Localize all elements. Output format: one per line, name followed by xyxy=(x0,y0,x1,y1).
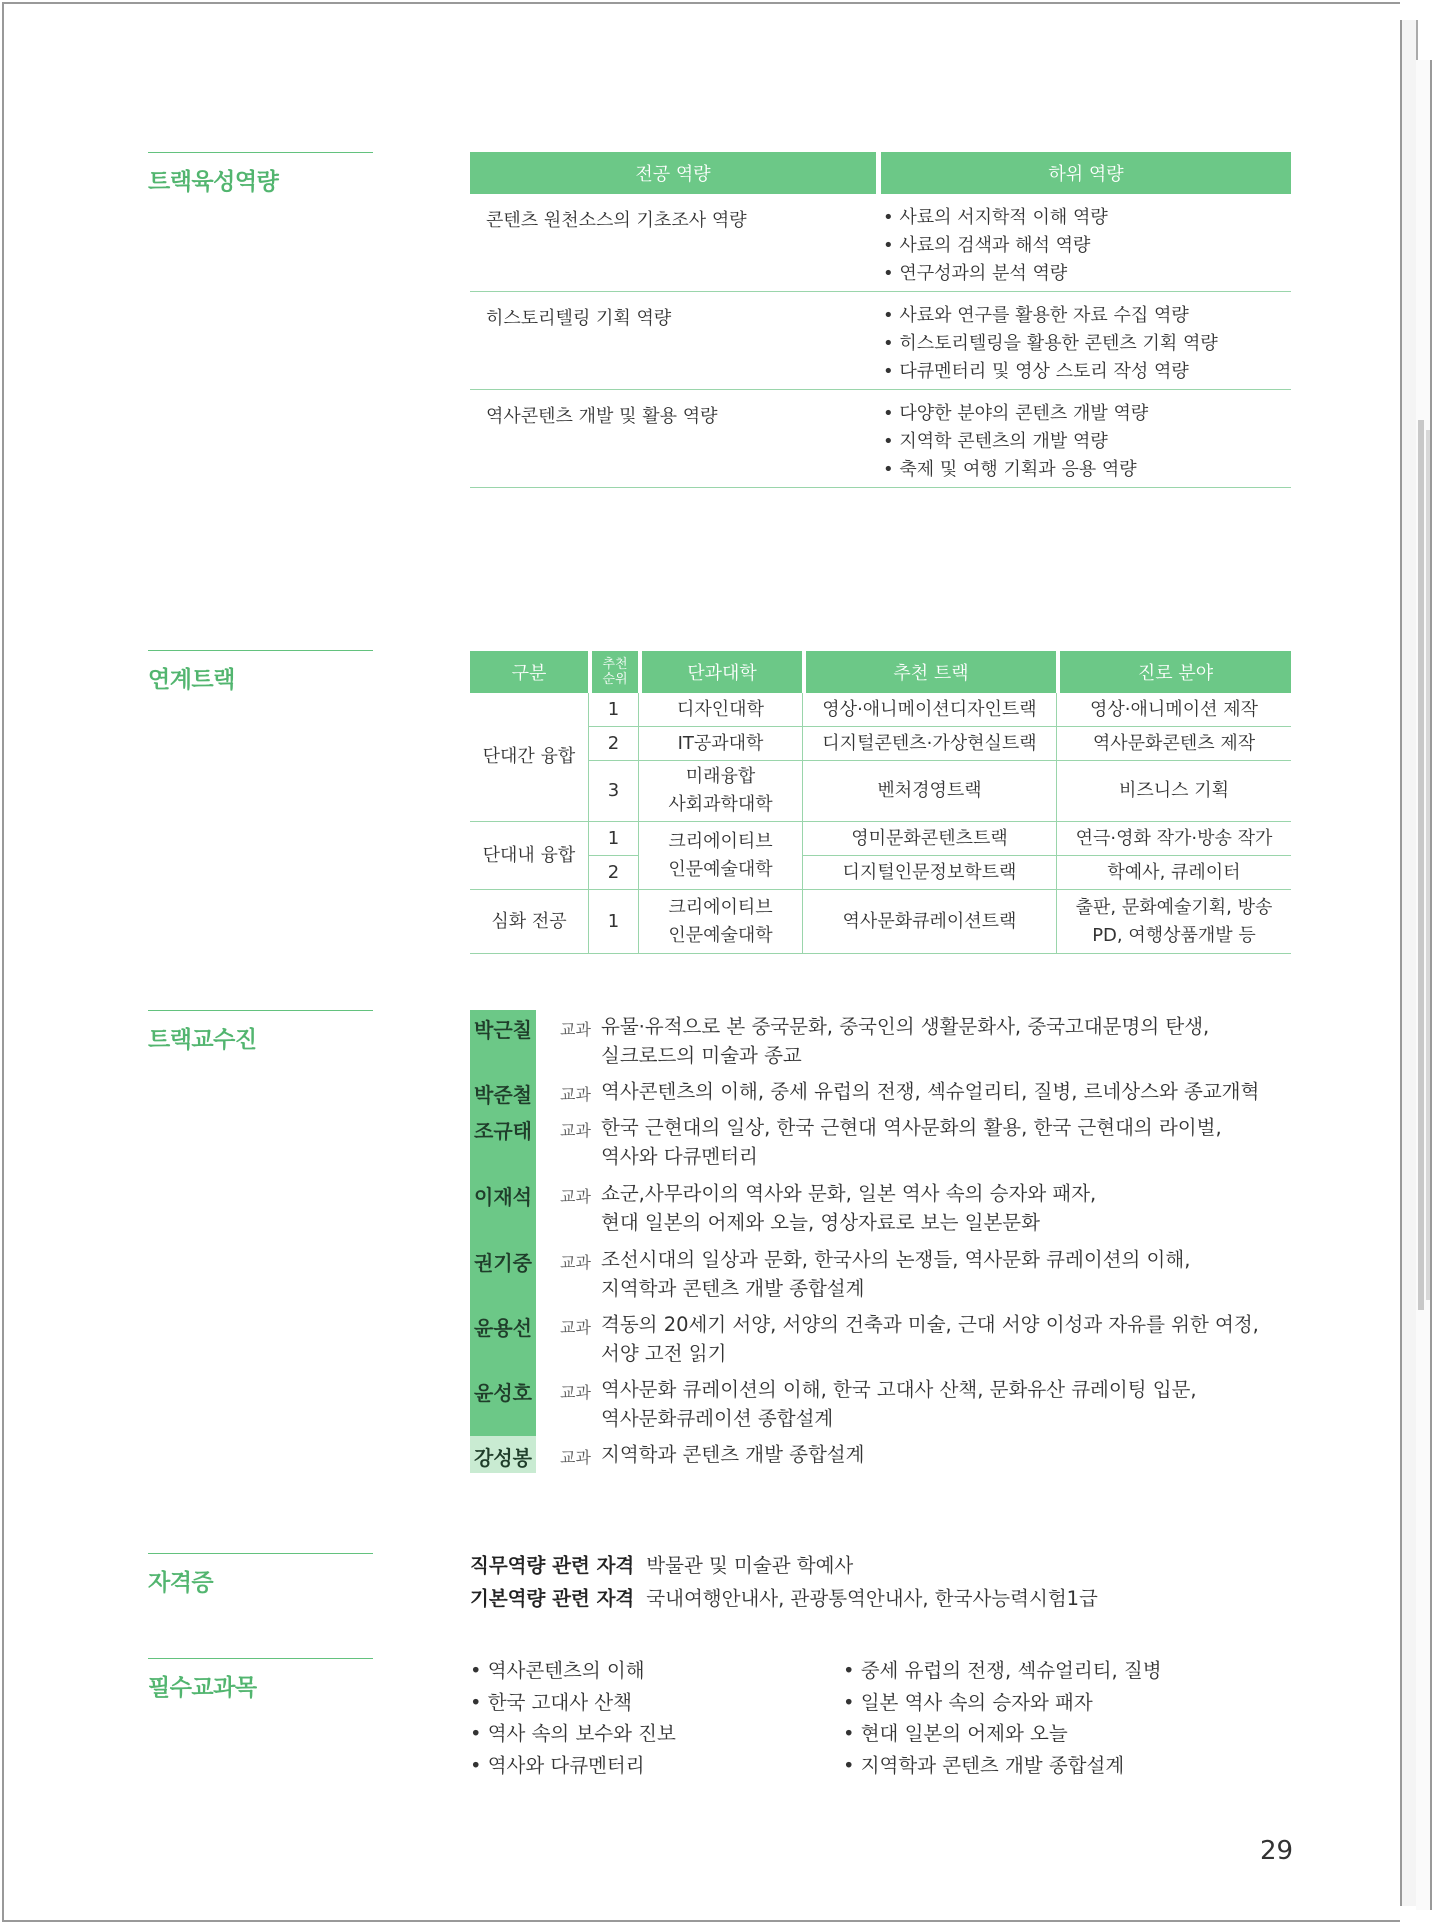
rank-cell: 1 xyxy=(588,822,638,856)
professor-courses xyxy=(601,1310,1259,1368)
track-cell: 벤처경영트랙 xyxy=(802,761,1056,822)
table-row xyxy=(470,390,1291,488)
track-cell: 디지털콘텐츠·가상현실트랙 xyxy=(802,727,1056,761)
track-cell: 영상·애니메이션디자인트랙 xyxy=(802,693,1056,727)
course-line: 지역학과 콘텐츠 개발 종합설계 xyxy=(601,1277,865,1300)
course-line: 실크로드의 미술과 종교 xyxy=(601,1044,802,1067)
sub-competency-list xyxy=(883,204,1108,288)
college-line: 인문예술대학 xyxy=(668,924,773,946)
section-title-faculty: 트랙교수진 xyxy=(148,1010,373,1054)
page-number: 29 xyxy=(1260,1836,1294,1866)
sub-competency-list xyxy=(883,302,1218,386)
professor-name: 권기중 xyxy=(474,1251,532,1275)
career-cell: 역사문화콘텐츠 제작 xyxy=(1056,727,1291,761)
course-tag: 교과 xyxy=(560,1253,591,1272)
table-row xyxy=(470,761,1291,822)
table-row xyxy=(470,822,1291,856)
course-line: 서양 고전 읽기 xyxy=(601,1342,727,1365)
group-label: 단대간 융합 xyxy=(470,693,588,822)
professor-courses xyxy=(601,1077,1259,1106)
course-tag: 교과 xyxy=(560,1187,591,1206)
college-cell: 디자인대학 xyxy=(638,693,802,727)
college-cell xyxy=(638,890,802,954)
career-cell: 연극·영화 작가·방송 작가 xyxy=(1056,822,1291,856)
course-line: 유물·유적으로 본 중국문화, 중국인의 생활문화사, 중국고대문명의 탄생, xyxy=(601,1015,1210,1038)
professor-name: 박준철 xyxy=(474,1083,532,1107)
rank-cell: 2 xyxy=(588,856,638,890)
college-line: 크리에이티브 xyxy=(668,830,773,852)
list-item: • 사료의 검색과 해석 역량 xyxy=(883,235,1091,256)
course-line: 역사문화 큐레이션의 이해, 한국 고대사 산책, 문화유산 큐레이팅 입문, xyxy=(601,1378,1197,1401)
course-line: 격동의 20세기 서양, 서양의 건축과 미술, 근대 서양 이성과 자유를 위한 여정, xyxy=(601,1313,1259,1336)
column-header-career: 진로 분야 xyxy=(1056,651,1291,693)
table-row xyxy=(470,727,1291,761)
rank-header-line: 추천 xyxy=(602,657,628,672)
list-item: • 역사 속의 보수와 진보 xyxy=(470,1722,676,1745)
major-competency: 콘텐츠 원천소스의 기초조사 역량 xyxy=(486,210,747,231)
professor-courses xyxy=(601,1245,1190,1303)
course-tag: 교과 xyxy=(560,1085,591,1104)
list-item: • 히스토리텔링을 활용한 콘텐츠 기획 역량 xyxy=(883,333,1218,354)
table-header-row xyxy=(470,651,1291,693)
track-cell: 영미문화콘텐츠트랙 xyxy=(802,822,1056,856)
rank-cell: 3 xyxy=(588,761,638,822)
certificate-value: 박물관 및 미술관 학예사 xyxy=(646,1554,854,1577)
page-edge-shadow xyxy=(1426,430,1430,1300)
professor-name: 윤용선 xyxy=(474,1316,532,1340)
course-line: 한국 근현대의 일상, 한국 근현대 역사문화의 활용, 한국 근현대의 라이벌, xyxy=(601,1116,1222,1139)
career-line: PD, 여행상품개발 등 xyxy=(1092,924,1256,946)
college-line: 크리에이티브 xyxy=(668,896,773,918)
course-tag: 교과 xyxy=(560,1448,591,1467)
list-item: • 다큐멘터리 및 영상 스토리 작성 역량 xyxy=(883,361,1189,382)
table-row xyxy=(470,194,1291,292)
rank-cell: 2 xyxy=(588,727,638,761)
track-cell: 디지털인문정보학트랙 xyxy=(802,856,1056,890)
college-line: 인문예술대학 xyxy=(668,858,773,880)
list-item: • 일본 역사 속의 승자와 패자 xyxy=(843,1690,1093,1714)
rank-cell: 1 xyxy=(588,890,638,954)
college-line: 사회과학대학 xyxy=(668,794,773,815)
group-label: 심화 전공 xyxy=(470,890,588,954)
course-line: 현대 일본의 어제와 오늘, 영상자료로 보는 일본문화 xyxy=(601,1211,1040,1234)
course-line: 쇼군,사무라이의 역사와 문화, 일본 역사 속의 승자와 패자, xyxy=(601,1182,1097,1205)
certificate-row xyxy=(470,1550,853,1578)
professor-courses xyxy=(601,1113,1222,1171)
professor-name: 윤성호 xyxy=(474,1381,532,1405)
sub-competency-list xyxy=(883,400,1148,484)
college-cell xyxy=(638,761,802,822)
course-line: 역사콘텐츠의 이해, 중세 유럽의 전쟁, 섹슈얼리티, 질병, 르네상스와 종교개혁 xyxy=(601,1080,1260,1103)
course-line: 지역학과 콘텐츠 개발 종합설계 xyxy=(601,1443,865,1466)
list-item: • 사료의 서지학적 이해 역량 xyxy=(883,207,1108,228)
professor-courses xyxy=(601,1179,1096,1237)
column-header-major: 전공 역량 xyxy=(470,152,876,194)
table-row xyxy=(470,856,1291,890)
list-item: • 한국 고대사 산책 xyxy=(470,1690,632,1714)
list-item: • 지역학과 콘텐츠 개발 종합설계 xyxy=(843,1753,1125,1777)
list-item: • 다양한 분야의 콘텐츠 개발 역량 xyxy=(883,403,1149,424)
rank-header-line: 순위 xyxy=(602,672,628,687)
column-header-sub: 하위 역량 xyxy=(881,152,1291,194)
table-row xyxy=(470,693,1291,727)
group-label: 단대내 융합 xyxy=(470,822,588,890)
section-title-certificate: 자격증 xyxy=(148,1553,373,1597)
major-competency: 역사콘텐츠 개발 및 활용 역량 xyxy=(486,406,718,427)
career-line: 출판, 문화예술기획, 방송 xyxy=(1075,896,1273,918)
section-title-required-courses: 필수교과목 xyxy=(148,1658,373,1702)
professor-name: 박근칠 xyxy=(474,1018,532,1042)
certificate-row xyxy=(470,1583,1098,1611)
track-cell: 역사문화큐레이션트랙 xyxy=(802,890,1056,954)
course-tag: 교과 xyxy=(560,1383,591,1402)
certificate-label: 직무역량 관련 자격 xyxy=(470,1554,635,1577)
certificate-label: 기본역량 관련 자격 xyxy=(470,1587,635,1610)
list-item: • 지역학 콘텐츠의 개발 역량 xyxy=(883,431,1108,452)
list-item: • 중세 유럽의 전쟁, 섹슈얼리티, 질병 xyxy=(843,1659,1162,1682)
column-header-rank xyxy=(588,651,638,693)
table-row xyxy=(470,890,1291,954)
career-cell xyxy=(1056,890,1291,954)
major-competency: 히스토리텔링 기획 역량 xyxy=(486,308,672,329)
list-item: • 현대 일본의 어제와 오늘 xyxy=(843,1722,1068,1745)
column-header-college: 단과대학 xyxy=(638,651,802,693)
list-item: • 사료와 연구를 활용한 자료 수집 역량 xyxy=(883,305,1189,326)
college-cell: IT공과대학 xyxy=(638,727,802,761)
professor-courses xyxy=(601,1440,864,1469)
required-courses-left xyxy=(470,1655,676,1781)
career-cell: 비즈니스 기획 xyxy=(1056,761,1291,822)
career-cell: 영상·애니메이션 제작 xyxy=(1056,693,1291,727)
college-line: 미래융합 xyxy=(685,766,756,787)
certificate-value: 국내여행안내사, 관광통역안내사, 한국사능력시험1급 xyxy=(646,1587,1098,1610)
page-edge-shadow xyxy=(1418,420,1424,1310)
linked-track-table xyxy=(470,651,1291,954)
course-tag: 교과 xyxy=(560,1318,591,1337)
list-item: • 역사콘텐츠의 이해 xyxy=(470,1659,645,1682)
list-item: • 역사와 다큐멘터리 xyxy=(470,1753,645,1777)
career-cell: 학예사, 큐레이터 xyxy=(1056,856,1291,890)
course-line: 역사문화큐레이션 종합설계 xyxy=(601,1407,834,1430)
list-item: • 축제 및 여행 기획과 응용 역량 xyxy=(883,459,1137,480)
course-tag: 교과 xyxy=(560,1020,591,1039)
professor-courses xyxy=(601,1375,1197,1433)
required-courses-right xyxy=(843,1655,1162,1781)
course-line: 조선시대의 일상과 문화, 한국사의 논쟁들, 역사문화 큐레이션의 이해, xyxy=(601,1248,1191,1271)
professor-name: 강성봉 xyxy=(474,1446,532,1470)
column-header-track: 추천 트랙 xyxy=(802,651,1056,693)
section-title-linked-track: 연계트랙 xyxy=(148,650,373,694)
table-row xyxy=(470,292,1291,390)
course-tag: 교과 xyxy=(560,1121,591,1140)
professor-name: 이재석 xyxy=(474,1185,532,1209)
college-cell xyxy=(638,822,802,890)
professor-courses xyxy=(601,1012,1209,1070)
course-line: 역사와 다큐멘터리 xyxy=(601,1145,758,1168)
list-item: • 연구성과의 분석 역량 xyxy=(883,263,1068,284)
professor-name: 조규태 xyxy=(474,1119,532,1143)
section-title-competency: 트랙육성역량 xyxy=(148,152,373,196)
column-header-type: 구분 xyxy=(470,651,588,693)
rank-cell: 1 xyxy=(588,693,638,727)
